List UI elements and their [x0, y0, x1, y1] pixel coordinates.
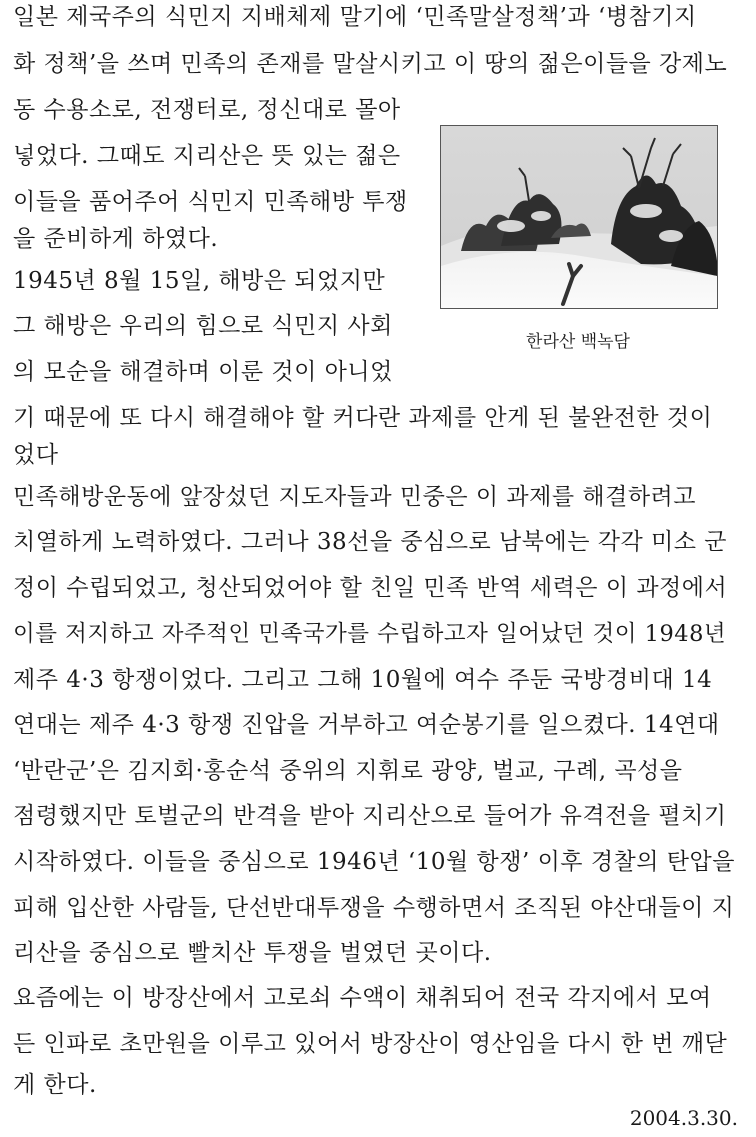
text-line-15: 이를 저지하고 자주적인 민족국가를 수립하고자 일어났던 것이 1948년 — [13, 621, 727, 647]
text-line-1: 일본 제국주의 식민지 지배체제 말기에 ‘민족말살정책’과 ‘병참기지 — [13, 4, 697, 30]
text-line-6: 을 준비하게 하였다. — [13, 226, 219, 252]
text-line-13: 치열하게 노력하였다. 그러나 38선을 중심으로 남북에는 각각 미소 군 — [13, 529, 727, 555]
text-line-8: 그 해방은 우리의 힘으로 식민지 사회 — [13, 313, 393, 339]
photo-caption: 한라산 백녹담 — [526, 332, 630, 352]
text-line-25: 게 한다. — [13, 1072, 97, 1098]
text-line-3: 동 수용소로, 전쟁터로, 정신대로 몰아 — [13, 97, 401, 123]
text-line-9: 의 모순을 해결하며 이룬 것이 아니었 — [13, 359, 393, 385]
text-line-24: 든 인파로 초만원을 이루고 있어서 방장산이 영산임을 다시 한 번 깨닫 — [13, 1031, 728, 1057]
text-line-7: 1945년 8월 15일, 해방은 되었지만 — [13, 268, 386, 294]
text-line-23: 요즘에는 이 방장산에서 고로쇠 수액이 채취되어 전국 각지에서 모여 — [13, 985, 712, 1011]
text-line-14: 정이 수립되었고, 청산되었어야 할 친일 민족 반역 세력은 이 과정에서 — [13, 575, 728, 601]
snow-landscape-photo — [440, 125, 718, 309]
text-line-19: 점령했지만 토벌군의 반격을 받아 지리산으로 들어가 유격전을 펼치기 — [13, 803, 727, 829]
text-line-4: 넣었다. 그때도 지리산은 뜻 있는 젊은 — [13, 143, 401, 169]
text-line-21: 피해 입산한 사람들, 단선반대투쟁을 수행하면서 조직된 야산대들이 지 — [13, 895, 735, 921]
text-line-22: 리산을 중심으로 빨치산 투쟁을 벌였던 곳이다. — [13, 940, 492, 966]
document-date: 2004.3.30. — [629, 1106, 738, 1130]
text-line-17: 연대는 제주 4·3 항쟁 진압을 거부하고 여순봉기를 일으켰다. 14연대 — [13, 712, 720, 738]
text-line-12: 민족해방운동에 앞장섰던 지도자들과 민중은 이 과제를 해결하려고 — [13, 484, 696, 510]
text-line-5: 이들을 품어주어 식민지 민족해방 투쟁 — [13, 189, 408, 215]
snow-landscape-illustration — [441, 126, 717, 308]
text-line-20: 시작하였다. 이들을 중심으로 1946년 ‘10월 항쟁’ 이후 경찰의 탄압을 — [13, 849, 735, 875]
text-line-18: ‘반란군’은 김지회·홍순석 중위의 지휘로 광양, 벌교, 구례, 곡성을 — [13, 758, 683, 784]
text-line-10: 기 때문에 또 다시 해결해야 할 커다란 과제를 안게 된 불완전한 것이 — [13, 405, 713, 431]
text-line-11: 었다 — [13, 442, 59, 468]
text-line-2: 화 정책’을 쓰며 민족의 존재를 말살시키고 이 땅의 젊은이들을 강제노 — [13, 51, 728, 77]
text-line-16: 제주 4·3 항쟁이었다. 그리고 그해 10월에 여수 주둔 국방경비대 14 — [13, 667, 713, 693]
